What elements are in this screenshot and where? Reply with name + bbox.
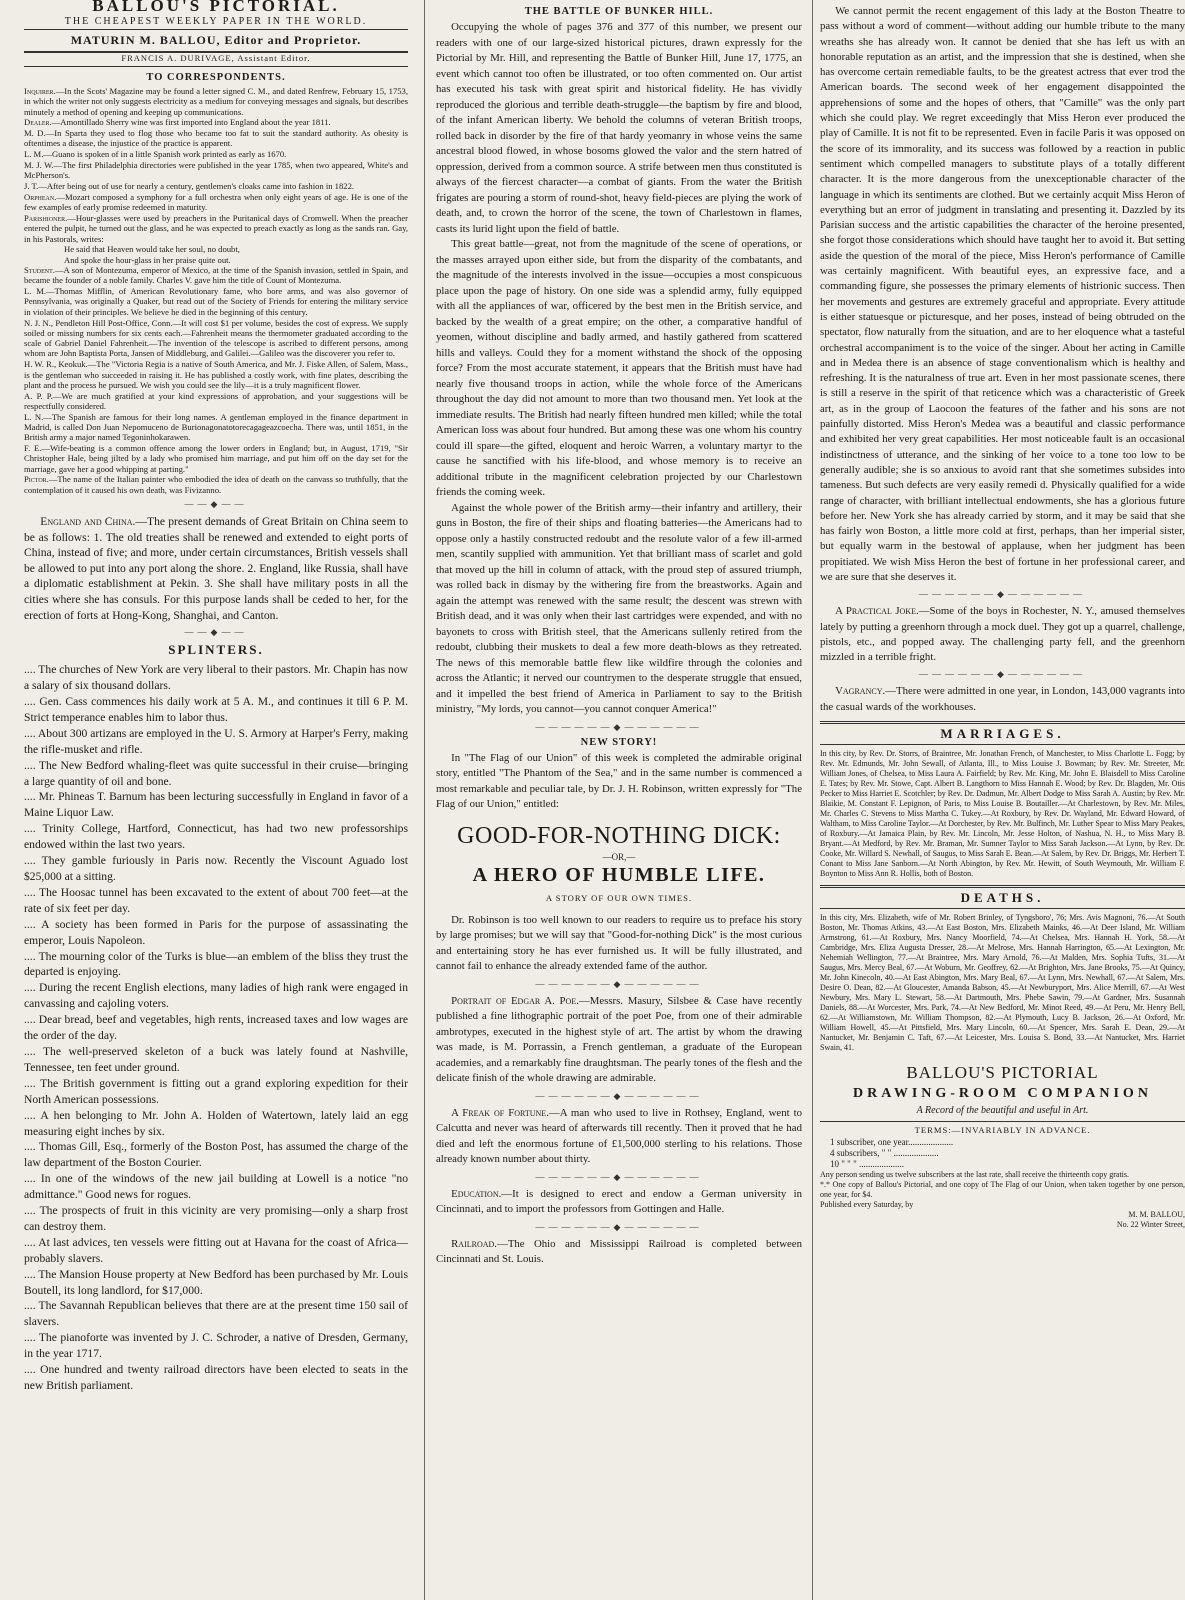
splinter-item: .... The well-preserved skeleton of a buck was lately found at Nashville, Tennessee, ten feet under ground. [24,1044,408,1074]
ad-tagline: A Record of the beautiful and useful in Art. [916,1105,1089,1117]
column-right [816,0,1185,1600]
splinter-item: .... Gen. Cass commences his daily work at 5 A. M., and continues it till 6 P. M. Strict temperance enables him to labor thus. [24,695,408,724]
railroad-article: Railroad.—The Ohio and Mississippi Railroad is completed between Cincinnati and St. Louis. [436,1237,802,1265]
marriages-list: In this city, by Rev. Dr. Storrs, of Braintree, Mr. Jonathan French, of Manchester, to Miss Charlotte L. Fogg; by Rev. Mr. Edmunds, Mr. John Sewall, of Atlanta, Ill., to Miss Louise J. Bowman; by Rev. Mr. Streeter, Mr. William Jones, of Chelsea, to Miss Laura A. Fairfield; by Rev. Mr. King, Mr. John E. Blaisdell to Miss Caroline E. Tates; by Rev. Mr. Stowe, Capt. Albert B. Langthorn to Miss Hannah E. Wood; by Rev. Dr. Blagden, Mr. Otis Pecker to Miss Harriet E. Scotchler; by Rev. Dr. Dadmun, Mr. Albert Dodge to Miss Sarah A. Austin; by Rev. Mr. Blaikie, M. Constant F. Lepignon, of Paris, to Miss Louise B. Boutailler.—At Charlestown, by Rev. Mr. Miles, Mr. Charles C. Stevens to Miss Martha C. Tukey.—At Roxbury, by Rev. Dr. Wayland, Mr. Edward Howard, of Waltham, to Miss Caroline Taylor.—At Dorchester, by Rev. Mr. Bulfinch, Mr. Luther Spear to Miss Mary Peakes, of Roxbury.—At Jamaica Plain, by Rev. Mr. Lincoln, Mr. Jesse Holton, of Nashua, N. H., to Miss Mary B. Bryant.—At Medford, by Rev. Mr. Braman, Mr. Sumner Taylor to Miss Sarah Jackson.—At Lynn, by Rev. Dr. Cooke, Mr. Willard S. Newhall, of Saugus, to Miss Sarah E. Bean.—At Salem, by Rev. Dr. Briggs, Mr. Herbert T. Conant to Miss Jane Sanborn.—At North Abington, by Rev. Mr. Hewitt, of South Weymouth, Mr. William F. Boynton to Miss Ann R. Hollis, both of Boston. [820,749,1185,879]
ad-terms-row: 1 subscriber, one year.................... [830,1137,954,1148]
marriages-heading: MARRIAGES. [820,721,1185,745]
story-tagline: A STORY OF OUR OWN TIMES. [545,892,693,903]
bunker-hill-heading: THE BATTLE OF BUNKER HILL. [524,6,714,17]
correspondent-item: Orphean.—Mozart composed a symphony for a full orchestra when only eight years of age. He is one of the few examples of early promise redeemed in maturity. [24,191,408,213]
ornament-divider: ——————◆—————— [535,721,703,732]
correspondent-item: F. E.—Wife-beating is a common offence among the lower orders in England; but, in August, 1719, "Sir Christopher Hale, being jilted by a lady who promised him marriage, and put him off on the day set for the marriage, gave her a good whipping at parting." [24,443,408,474]
deaths-list: In this city, Mrs. Elizabeth, wife of Mr. Robert Brinley, of Tyngsboro', 76; Mrs. Avis Magnoni, 76.—At South Boston, Mr. Thomas Atkins, 43.—At East Boston, Mrs. Elizabeth Mainks, 46.—At Deer Island, Mr. William Armstrong, 61.—At Roxbury, Mrs. Nancy Moorfield, 74.—At Chelsea, Mrs. Hannah H. York, 58.—At Cambridge, Mrs. Eliza Augusta Dresser, 28.—At Melrose, Mrs. Hannah Harrington, 65.—At Lexington, Mr. Nehemiah Wellington, 77.—At Braintree, Mrs. Mary Arnold, 76.—At Malden, Mrs. Sophia Tufts, 31.—At Saugus, Mrs. Mercy Beal, 67.—At Woburn, Mr. Geoffrey, 62.—At Brighton, Mrs. Jane Brooks, 75.—At Quincy, Mr. John Kinecoln, 40.—At East Abington, Mrs. Mary Beal, 67.—At Lynn, Mrs. Newhall, 67.—At Salem, Mrs. Desire O. Dean, 82.—At Gloucester, Amanda Babson, 45.—At Newburyport, Mrs. Alice Merrill, 67.—At West Newbury, Mrs. Mary L. Stewart, 58.—At Dartmouth, Mrs. Phebe Sawin, 79.—At Gardner, Mrs. Susannah Daniels, 88.—At Worcester, Mrs. Park, 74.—At New Bedford, Mr. Minot Reed, 49.—At Peru, Mr. Henry Bell, 62.—At Williamstown, Mr. William Thompson, 82.—At Plymouth, Lucy B. Jackson, 26.—At Oxford, Mr. William Howell, 45.—At Pittsfield, Mrs. Mary Lincoln, 60.—At Spencer, Mrs. Sarah E. Dean, 29.—At Nantucket, Mr. Benjamin C. Taft, 67.—At Leicester, Mrs. Louisa S. Bond, 33.—At Nantucket, Mrs. Harriet Swain, 41. [820,913,1185,1053]
correspondent-item: M. D.—In Sparta they used to flog those who became too fat to suit the standard authority. As obesity is oftentimes a disease, the injustice of the practice is apparent. [24,128,409,149]
england-china-article: England and China.—The present demands of Great Britain on China seem to be as follows: 1. The old treaties shall be renewed and extended to eight ports of China, instead of five; and more, under certain circumstances, British vessels shall be allowed to put into any port along the shore. 2. England, like Russia, shall have a diplomatic establishment at Pekin. 3. She shall have military posts in all the cities where she has consuls. For this purpose lands shall be ceded to her, for the erection of forts at Hong-Kong, Shanghai, and Canton. [24,515,408,622]
ornament-divider: ——◆—— [184,499,248,510]
splinter-item: .... Dear bread, beef and vegetables, high rents, increased taxes and low wages are the order of the day. [24,1013,408,1043]
splinter-item: .... The Mansion House property at New Bedford has been purchased by Mr. Louis Boutell, its long landlord, for $17,000. [24,1267,408,1297]
ad-address: No. 22 Winter Street, [1116,1220,1185,1230]
heron-review-article: We cannot permit the recent engagement of this lady at the Boston Theatre to pass without a word of comment—without adding our humble tribute to the many wreaths she has already won. It cannot be denied that she has left us with an honorable reputation as an artist, and the impression that she is destined, when she has overcome certain remediable faults, to be the greatest actress that ever trod the American boards. The second week of her engagement disappointed the apprehensions of some and the hopes of others, that "Camille" was the only part which she could play. We regret exceedingly that Miss Heron ever produced the play of Camille. It is not fit to be represented. Even in facile Paris it was opposed on the score of its immorality, and its success was followed by a reaction in public sentiment which compelled managers to substitute plays of a totally different character. It is the more dangerous from the unexceptionable character of the language in which its sentiments are clothed. But we certainly acquit Miss Heron of everything but an error of judgment in translating and presenting it. Dazzled by its Parisian success and the artistic capabilities the character of the heroine presented, she forgot those considerations which should have taught her to avoid it. But setting aside the question of the moral of the piece, Miss Heron's performance of Camille was certainly magnificent. With beautiful eyes, an expressive face, and a commanding figure, she possesses the primary elements of histrionic success. Then her movements and gestures are extremely graceful and appropriate. Every attitude is either statuesque or picturesque, and her poses, instead of being obtruded on the spectator, flow naturally from the situation, and are to her eloquence what a tasteful orchestral accompaniment is to the voice of the singer. About her acting in Camille and in Medea there is an absence of stage conventionalism which is healthy and refreshing. It is the naturalness of true art. Even in her most passionate scenes, there is still a reserve in the spirit of that reticence which was a characteristic of Greek art, as in the group of Laocoon the features of the father and his sons are not painfully distorted. Miss Heron's Medea was a beautiful and classic performance and exhibited her very great capabilities. Her most noticeable fault is an occasional indistinctness of utterance, and the sinking of her voice to a tone too low to be generally audible; she is so anxious to avoid rant that she sometimes subsides into tameness. But such defects are very easily remedi d. Physically qualified for a wide range of character, with brilliant intellectual endowments, she has a glorious future before her. New York she has already carried by storm, and it may be said that she has fairly won Boston, a little more cold at first, perhaps, than her imperial sister, but equally warm in the bestowal of applause, when her judgment has been propitiated. We wish Miss Heron the best of fortune in her professional career, and we are sure that she deserves it. [820,5,1185,583]
correspondents-list [24,86,408,244]
splinter-item: .... They gamble furiously in Paris now. Recently the Viscount Aguado lost $25,000 at a sitting. [24,854,408,884]
bunker-hill-paragraph: This great battle—great, not from the magnitude of the scene of operations, or the masses arrayed upon either side, but from the disparity of the combatants, and the magnitude of the interests involved in the issue—occupies a most conspicuous place upon the page of history. On one side was a splendid army, fully equipped with all the appliances of war, officered by the best men in the British service, and backed by the wealth of a great empire; on the other, a comparative handful of yeomen, without discipline and badly armed, and hastily gathered from scattered hills and valleys. Could they for a moment withstand the shock of the opposing force? From the most accurate statement, it appears that the British must have had nearly five thousand troops in action, while the whole force of the Americans throughout the day did not amount to more than two thousand men. Yet look at the immediate results. The British had nearly fifteen hundred men killed; while the total American loss was about four hundred. But among these was one whom his country could ill spare—the gifted, eloquent and heroic Warren, a voluntary martyr to the cause he sanctified with his life-blood, and whose memory is to receive an additional tribute in the magnificent celebration projected by our Charlestown friends the coming week. [436,238,802,498]
ad-subtitle: DRAWING-ROOM COMPANION [853,1086,1152,1102]
masthead-subtitle: THE CHEAPEST WEEKLY PAPER IN THE WORLD. [64,16,368,27]
correspondent-item: L. N.—The Spanish are famous for their long names. A gentleman employed in the finance department in Madrid, is called Don Juan Nepomuceno de Burionagonatotorecagageazcoecha. There was, until 1851, in the British army a major named Tegoninhokarawen. [24,411,408,443]
ad-note-2: *.* One copy of Ballou's Pictorial, and one copy of The Flag of our Union, when taken together by one person, one year, for $4. [820,1180,1185,1200]
splinter-item: .... The Hoosac tunnel has been excavated to the extent of about 700 feet—at the rate of six feet per day. [24,885,408,915]
correspondent-item: Student.—A son of Montezuma, emperor of Mexico, at the time of the Spanish invasion, settled in Spain, and became the founder of a noble family. Charles V. gave him the title of Count of Montezuma. [24,265,408,286]
masthead-editor: MATURIN M. BALLOU, Editor and Proprietor. [24,29,408,53]
correspondent-item: L. M.—Thomas Mifflin, of American Revolutionary fame, who bore arms, and was also governor of Pennsylvania, was originally a Quaker, but read out of the Society of Friends for entering the military service in violation of their principles. We believe he died in the beginning of this century. [24,286,408,317]
splinter-item: .... Mr. Phineas T. Barnum has been lecturing successfully in England in favor of a Maine Liquor Law. [24,790,408,820]
column-left [0,0,416,1600]
splinter-item: .... Thomas Gill, Esq., formerly of the Boston Post, has assumed the charge of the law department of the Boston Courier. [24,1140,408,1170]
ad-title: BALLOU'S PICTORIAL [906,1063,1099,1083]
bunker-hill-article [436,20,802,718]
ornament-divider: ——◆—— [184,627,248,638]
splinter-item: .... During the recent English elections, many ladies of high rank were engaged in canvassing and cajoling voters. [24,981,408,1011]
ad-terms-row: 4 subscribers, " " .................... [830,1148,939,1159]
splinter-item: .... In one of the windows of the new jail building at Lowell is a notice "no admittance." Good news for rogues. [24,1172,408,1202]
verse-line: He said that Heaven would take her soul, no doubt, [64,244,240,255]
correspondent-item: L. M.—Guano is spoken of in a little Spanish work printed as early as 1670. [24,149,287,160]
ad-terms: TERMS:—INVARIABLY IN ADVANCE. [820,1121,1185,1135]
ornament-divider: ——————◆—————— [919,589,1086,600]
correspondent-item: Pictor.—The name of the Italian painter who embodied the idea of death on the canvass so truthfully, that the contemplation of it caused his own death, was Fivizanno. [24,474,408,495]
column-middle [432,0,812,1600]
verse-line: And spoke the hour-glass in her praise quite out. [64,254,231,265]
splinters-heading: SPLINTERS. [168,642,264,658]
correspondent-item: J. T.—After being out of use for nearly a century, gentlemen's cloaks came into fashion in 1822. [24,181,355,192]
ornament-divider: ——————◆—————— [919,669,1086,680]
correspondents-heading: TO CORRESPONDENTS. [146,72,286,83]
splinter-item: .... One hundred and twenty railroad directors have been elected to seats in the new British parliament. [24,1363,408,1393]
splinters-list [24,662,408,1394]
ornament-divider: ——————◆—————— [535,1171,703,1182]
splinter-item: .... The pianoforte was invented by J. C. Schroder, a native of Dresden, Germany, in the year 1717. [24,1331,408,1361]
column-rule-1 [424,0,425,1600]
vagrancy-article: Vagrancy.—There were admitted in one year, in London, 143,000 vagrants into the casual wards of the workhouses. [820,685,1185,713]
story-title-main: GOOD-FOR-NOTHING DICK: [457,822,781,849]
ad-publisher-name: M. M. BALLOU, [1128,1210,1185,1220]
deaths-heading: DEATHS. [820,885,1185,909]
new-story-heading: NEW STORY! [580,736,658,748]
bunker-hill-paragraph: Occupying the whole of pages 376 and 377 of this number, we present our readers with one of our large-sized historical pictures, drawn expressly for the Pictorial by Mr. Hill, and representing the Battle of Bunker Hill, June 17, 1775, an event which cannot too often be illustrated, or too often commented on. Our artist has executed his task with great spirit and historical fidelity. He has vividly reproduced the glorious and terrible death-struggle—the baptism by fire and blood, of the infant American liberty. We behold the columns of veteran British troops, rolled back in disorder by the fire of that hardy yeomanry in whose veins the same ancestral blood flowed, in whose bosoms glowed the valor and the stern hatred of oppression, derived from a common source. A strife between men thus constituted is always of the fiercest character—a combat of giants. From the water the British frigates are pouring a storm of round-shot, heavy field-pieces are plying the work of death, and, to crown the horror of the scene, the town of Charlestown in flames, casts its lurid light upon the field of battle. [436,21,802,235]
column-rule-2 [812,0,813,1600]
ad-terms-row: 10 " " " .................... [830,1159,905,1170]
masthead-title: BALLOU'S PICTORIAL. [92,0,340,15]
bunker-hill-paragraph: Against the whole power of the British army—their infantry and artillery, their guns in Boston, the fire of their ships and floating batteries—the Americans had to oppose only a hastily constructed redoubt and the resolute valor of a few ill-armed men, scantily supplied with ammunition. Yet that brilliant mass of scarlet and gold that moved up the hill in column of attack, with the proud step of assured triumph, was rolled back in dismay by the withering fire from the breastworks. Again and again the attempt was renewed with the same result; the descent was strewn with British dead, and it was only when their last cartridges were expended, and with no bayonets to cross with British steel, that the Americans sullenly retired from the redoubt, clubbing their muskets to deal a few more death-blows as they retreated. The news of this memorable battle flew like wildfire through the colonies and across the Atlantic; it nerved our countrymen to the desperate struggle that ensued, and it impelled the best friend of America in Parliament to say to the British ministry, "My lords, you cannot—you cannot conquer America!" [436,501,802,715]
ornament-divider: ——————◆—————— [535,978,703,989]
splinter-item: .... A hen belonging to Mr. John A. Holden of Watertown, lately laid an egg measuring eight inches by six. [24,1108,408,1138]
new-story-intro: In "The Flag of our Union" of this week is completed the admirable original story, entitled "The Phantom of the Sea," and in the same number is commenced a most remarkable and peculiar tale, by Dr. J. H. Robinson, written expressly for "The Flag of our Union," entitled: [436,751,802,810]
ad-note: Any person sending us twelve subscribers at the last rate, shall receive the thirteenth copy gratis. [820,1170,1130,1180]
splinter-item: .... The mourning color of the Turks is blue—an emblem of the bliss they trust the departed is enjoying. [24,949,408,979]
splinter-item: .... The New Bedford whaling-fleet was quite successful in their cruise—bringing a large quantity of oil and bone. [24,758,408,788]
education-article: Education.—It is designed to erect and endow a German university in Cincinnati, and to import the professors from Gottingen and Halle. [436,1187,802,1215]
splinter-item: .... The Savannah Republican believes that there are at the present time 150 sail of slavers. [24,1299,408,1329]
splinter-item: .... The churches of New York are very liberal to their pastors. Mr. Chapin has now a salary of six thousand dollars. [24,663,408,693]
splinter-item: .... A society has been formed in Paris for the purpose of assassinating the emperor, Louis Napoleon. [24,917,408,947]
correspondent-item: M. J. W.—The first Philadelphia directories were published in the year 1785, when two appeared, White's and McPherson's. [24,160,408,181]
splinter-item: .... The prospects of fruit in this vicinity are very promising—only a sharp frost can destroy them. [24,1204,408,1233]
poe-portrait-article: Portrait of Edgar A. Poe.—Messrs. Masury, Silsbee & Case have recently published a fine lithographic portrait of the poet Poe, from one of their admirable ambrotypes, executed in the highest style of art. The artist by whom the drawing was made, is M. Porrassin, a French gentleman, a graduate of the European academies, and a remarkably fine draughtsman. The pearly tones of the flesh and the delicate finish of the whole drawing are admirable. [436,994,802,1084]
splinter-item: .... At last advices, ten vessels were fitting out at Havana for the coast of Africa—probably slavers. [24,1235,408,1265]
correspondent-item: A. P. P.—We are much gratified at your kind expressions of approbation, and your suggestions will be respectfully considered. [24,390,408,411]
correspondent-item: Parishioner.—Hour-glasses were used by preachers in the Puritanical days of Cromwell. When the preacher entered the pulpit, he turned out the glass, and he was expected to preach exactly as long as the sands ran. Gay, in his Pastorals, writes: [24,213,408,244]
ornament-divider: ——————◆—————— [535,1221,703,1232]
correspondent-item: Inquirer.—In the Scots' Magazine may be found a letter signed C. M., and dated Renfrew, February 15, 1753, in which the writer not only suggests electricity as a medium for conveying messages and signals, but describes minutely a method of opening and keeping up communications. [24,86,408,117]
correspondent-item: N. J. N., Pendleton Hill Post-Office, Conn.—It will cost $1 per volume, besides the cost of express. We supply soiled or missing numbers for six cents each.—Fahrenheit means the thermometer graduated according to the scale of Gabriel Daniel Fahrenheit.—The invention of the telescope is ascribed to different persons, among whom are John Baptista Porta, Jansen of Middleburg, and Galilei.—Galileo was the discoverer you refer to. [24,317,408,359]
story-title-or: —OR,— [602,851,636,862]
correspondent-item: Dealer.—Amontillado Sherry wine was first imported into England about the year 1811. [24,117,331,128]
splinter-item: .... The British government is fitting out a grand exploring expedition for their North American possessions. [24,1076,408,1106]
story-title-sub: A HERO OF HUMBLE LIFE. [472,863,766,886]
practical-joke-article: A Practical Joke.—Some of the boys in Rochester, N. Y., amused themselves lately by putting a greenhorn through a mock duel. They got up a quarrel, challenge, pistols, etc., and popped away. The challenging party fell, and the greenhorn mizzled in a terrible fright. [820,605,1185,664]
new-story-body: Dr. Robinson is too well known to our readers to require us to preface his story by large promises; but we will say that "Good-for-nothing Dick" is the most curious and entertaining story he has ever furnished us. It will be fully illustrated, and cannot fail to enhance the already extended fame of the author. [436,913,802,972]
correspondents-list-2 [24,265,408,495]
splinter-item: .... About 300 artizans are employed in the U. S. Armory at Harper's Ferry, making the rifle-musket and rifle. [24,726,408,756]
correspondent-item: H. W. R., Keokuk.—The "Victoria Regia is a native of South America, and Mr. J. Fiske Allen, of Salem, Mass., is the gentleman who succeeded in raising it. He has published a costly work, with fine plates, describing the plant and the process he pursued. We wish you could see the lily—it is a truly magnificent flower. [24,359,408,390]
ornament-divider: ——————◆—————— [535,1090,703,1101]
masthead-assistant: FRANCIS A. DURIVAGE, Assistant Editor. [24,53,408,67]
freak-of-fortune-article: A Freak of Fortune.—A man who used to live in Rothsey, England, went to Calcutta and never was heard of afterwards till recently. Then it proved that he had died and left the enormous fortune of £1,500,000 sterling to his relations. Those already known number about thirty. [436,1106,802,1165]
ad-publisher: Published every Saturday, by [820,1200,914,1210]
splinter-item: .... Trinity College, Hartford, Connecticut, has had two new professorships endowed within the last two years. [24,822,408,852]
